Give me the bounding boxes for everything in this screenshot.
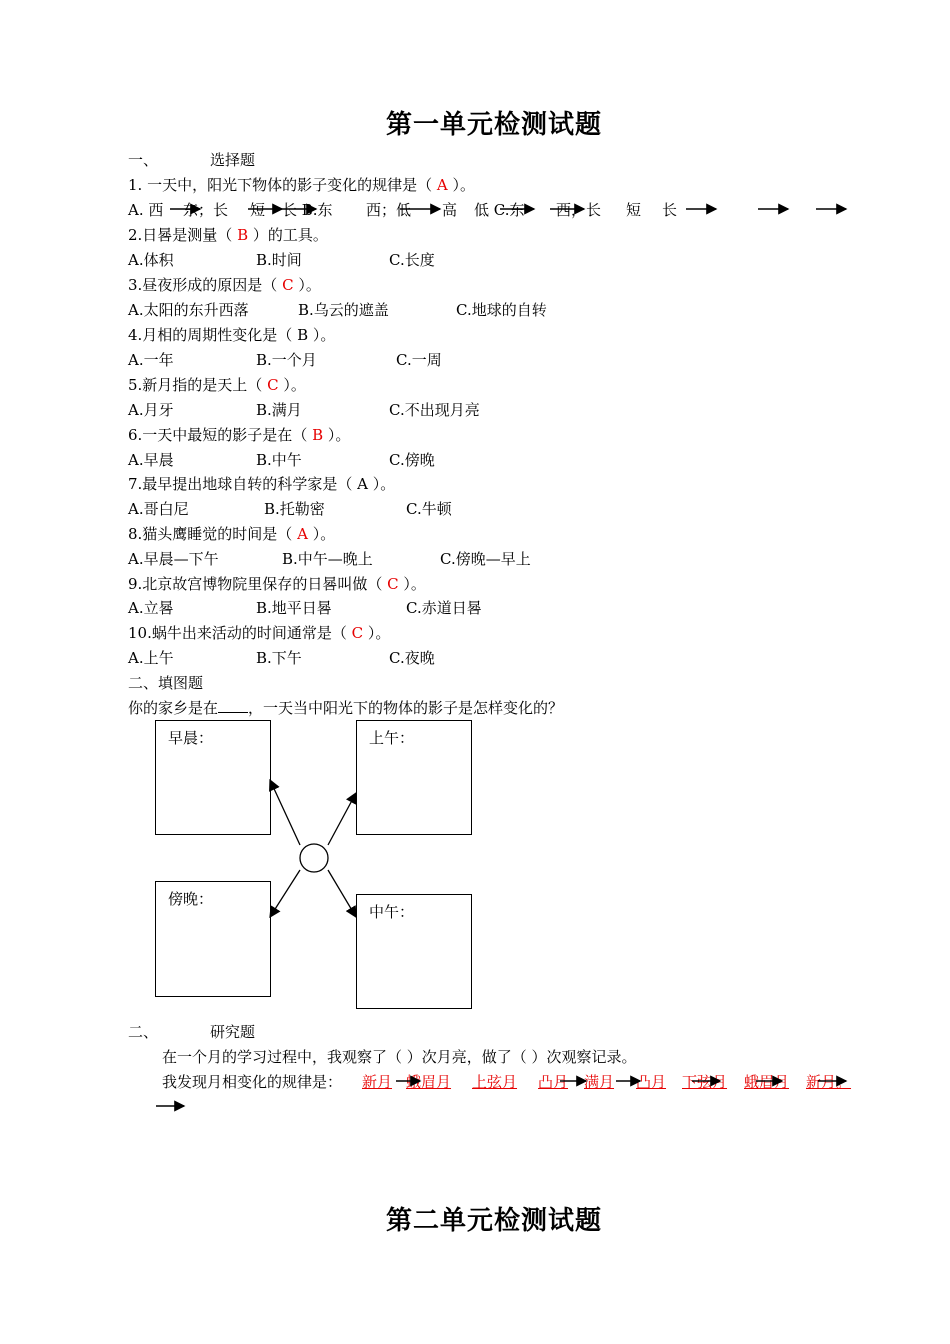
arrow-to-evening xyxy=(270,870,300,917)
unit1-title: 第一单元检测试题 xyxy=(385,110,602,140)
moon-phase-9: 新月。 xyxy=(806,1073,852,1091)
question-10-stem: 10.蜗牛出来活动的时间通常是（ C ）。 xyxy=(128,624,391,642)
moon-phase-8: 蛾眉月 xyxy=(744,1073,790,1091)
moon-phase-1: 新月 xyxy=(362,1073,393,1091)
section1-number: 一、 xyxy=(128,151,159,169)
moon-phase-4: 凸月 xyxy=(538,1073,569,1091)
box-evening: 傍晚： xyxy=(155,881,271,997)
answer-5: C xyxy=(267,376,279,394)
moon-phase-arrows xyxy=(0,1070,950,1120)
question-7-options: A.哥白尼 B.托勒密 C.牛顿 xyxy=(128,500,452,518)
moon-phase-5: 满月 xyxy=(584,1073,615,1091)
answer-2: B xyxy=(237,226,249,244)
answer-4: B xyxy=(297,326,309,344)
answer-10: C xyxy=(351,624,364,642)
research-line-2: 我发现月相变化的规律是： 新月 蛾眉月 上弦月 凸月 满月 凸月 下弦月 蛾眉月 新月。 xyxy=(162,1073,852,1091)
box-morning: 早晨： xyxy=(155,720,271,835)
section3-heading: 二、 研究题 xyxy=(128,1023,256,1041)
question-4-options: A.一年 B.一个月 C.一周 xyxy=(128,351,442,369)
research-line-1: 在一个月的学习过程中，我观察了（ ）次月亮，做了（ ）次观察记录。 xyxy=(162,1048,637,1066)
moon-phase-2: 蛾眉月 xyxy=(406,1073,452,1091)
question-8-stem: 8.猫头鹰睡觉的时间是（ A ）。 xyxy=(128,525,336,543)
section1-label: 选择题 xyxy=(210,151,256,169)
question-9-options: A.立晷 B.地平日晷 C.赤道日晷 xyxy=(128,599,482,617)
answer-9: C xyxy=(387,575,399,593)
answer-3: C xyxy=(282,276,294,294)
moon-phase-3: 上弦月 xyxy=(472,1073,518,1091)
arrow-to-morning xyxy=(270,780,300,845)
section2-heading: 二、填图题 xyxy=(128,674,204,692)
box-noon: 中午： xyxy=(356,894,472,1009)
question-9-stem: 9.北京故宫博物院里保存的日晷叫做（ C ）。 xyxy=(128,575,426,593)
moon-phase-6: 凸月 xyxy=(636,1073,667,1091)
question-1-options: A. 西 东；长 短 长 B.东 西；低 高 低 C.东 西，长 短 长 xyxy=(128,201,678,219)
arrow-to-forenoon xyxy=(328,793,356,845)
answer-7: A xyxy=(357,475,368,493)
question-5-options: A.月牙 B.满月 C.不出现月亮 xyxy=(128,401,480,419)
box-forenoon: 上午： xyxy=(356,720,472,835)
question-1-stem: 1. 一天中，阳光下物体的影子变化的规律是（ A ）。 xyxy=(128,176,475,194)
answer-6: B xyxy=(312,426,324,444)
question-6-stem: 6.一天中最短的影子是在（ B ）。 xyxy=(128,426,351,444)
question-3-options: A.太阳的东升西落 B.乌云的遮盖 C.地球的自转 xyxy=(128,301,547,319)
question-2-stem: 2.日晷是测量（ B ）的工具。 xyxy=(128,226,328,244)
question-8-options: A.早晨—下午 B.中午—晚上 C.傍晚—早上 xyxy=(128,550,531,568)
question-2-options: A.体积 B.时间 C.长度 xyxy=(128,251,435,269)
section2-prompt: 你的家乡是在 ，一天当中阳光下的物体的影子是怎样变化的？ xyxy=(128,699,564,717)
arrow-to-noon xyxy=(328,870,356,917)
question-5-stem: 5.新月指的是天上（ C ）。 xyxy=(128,376,306,394)
question-6-options: A.早晨 B.中午 C.傍晚 xyxy=(128,451,435,469)
answer-1: A xyxy=(436,176,448,194)
question-7-stem: 7.最早提出地球自转的科学家是（ A ）。 xyxy=(128,475,396,493)
object-circle xyxy=(300,844,328,872)
answer-8: A xyxy=(297,525,308,543)
question-10-options: A.上午 B.下午 C.夜晚 xyxy=(128,649,435,667)
moon-phase-7: 下弦月 xyxy=(682,1073,728,1091)
question-3-stem: 3.昼夜形成的原因是（ C ）。 xyxy=(128,276,321,294)
unit2-title: 第二单元检测试题 xyxy=(385,1206,602,1236)
question-4-stem: 4.月相的周期性变化是（ B ）。 xyxy=(128,326,336,344)
